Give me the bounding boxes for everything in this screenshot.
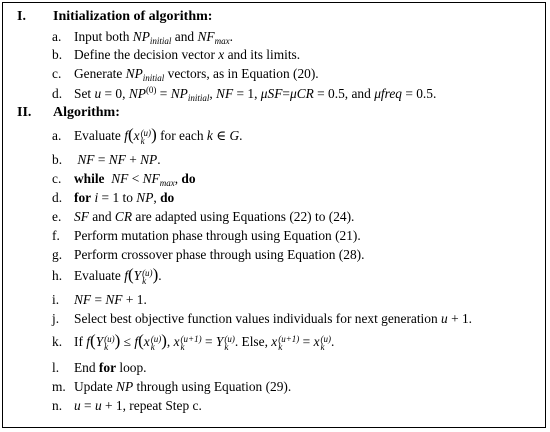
item-text: Evaluate f(x (u) k ) for each k ∈ G.: [74, 125, 243, 146]
section-title: Algorithm:: [53, 105, 120, 120]
algo-item-c: [52, 170, 196, 188]
item-text: Generate $NP_{initial}$ vectors, as in Equation (20).: [74, 66, 319, 83]
algo-item-d: [52, 189, 174, 207]
item-text: Perform mutation phase through using Equation (21).: [74, 228, 361, 243]
item-label: c.: [52, 66, 62, 81]
algo-item-l: [52, 359, 147, 377]
algo-item-j: [52, 310, 472, 328]
section-number: II.: [17, 105, 32, 120]
item-text: End for loop.: [74, 360, 147, 375]
algo-item-i: [52, 291, 147, 309]
item-label: e.: [52, 209, 62, 224]
item-text: Update NP through using Equation (29).: [74, 379, 292, 394]
item-label: m.: [52, 379, 66, 394]
item-label: a.: [52, 128, 62, 143]
algo-item-f: [52, 227, 361, 245]
item-label: g.: [52, 247, 63, 262]
item-text: u = u + 1, repeat Step c.: [74, 398, 202, 413]
section-heading-algorithm: [17, 105, 120, 121]
item-label: j.: [52, 311, 60, 326]
init-item-b: [52, 46, 300, 64]
algo-item-b: [52, 151, 161, 169]
algo-item-k: [52, 332, 334, 351]
item-text: Input both $NP_{initial}$ and $NF_{max}$.: [74, 29, 233, 46]
item-text: while NF < $NF_{max}$, do: [74, 171, 196, 188]
section-heading-initialization: [17, 9, 212, 25]
item-label: d.: [52, 190, 63, 205]
item-label: h.: [52, 268, 63, 283]
item-text: NF = NF + 1.: [74, 292, 147, 307]
item-label: b.: [52, 47, 63, 62]
item-text: NF = NF + NP.: [77, 152, 161, 167]
item-text: Set u = 0, $NP^{(0)} = NP_{initial}$, NF = 1, μSF=μCR = 0.5, and μfreq = 0.5.: [74, 85, 437, 103]
item-label: d.: [52, 86, 63, 101]
item-text: Select best objective function values individuals for next generation u + 1.: [74, 311, 473, 326]
algo-item-g: [52, 246, 364, 264]
item-label: f.: [52, 228, 60, 243]
section-title: Initialization of algorithm:: [53, 9, 213, 24]
item-label: b.: [52, 152, 63, 167]
algo-item-h: [52, 266, 162, 285]
item-text: Define the decision vector x and its limits.: [74, 47, 301, 62]
algo-item-e: [52, 208, 354, 226]
item-label: k.: [52, 334, 63, 349]
init-item-d: [52, 85, 436, 103]
item-text: Perform crossover phase through using Equation (28).: [74, 247, 365, 262]
init-item-c: [52, 65, 319, 83]
item-label: l.: [52, 360, 60, 375]
item-text: SF and CR are adapted using Equations (22) to (24).: [74, 209, 355, 224]
item-label: c.: [52, 171, 62, 186]
section-number: I.: [17, 9, 26, 24]
item-label: a.: [52, 29, 62, 44]
item-text: Evaluate f(Y (u) k ).: [74, 265, 162, 286]
item-label: i.: [52, 292, 60, 307]
item-text: for i = 1 to NP, do: [74, 190, 175, 205]
item-label: n.: [52, 398, 63, 413]
init-item-a: [52, 28, 233, 46]
item-text: If f(Y (u) k ) ≤ f(x (u) k ), x (u+1) k = Y (u) k . Else, x (u+1) k = x (u) k .: [74, 331, 335, 352]
algo-item-n: [52, 397, 202, 415]
algo-item-m: [52, 378, 291, 396]
algo-item-a: [52, 126, 243, 145]
